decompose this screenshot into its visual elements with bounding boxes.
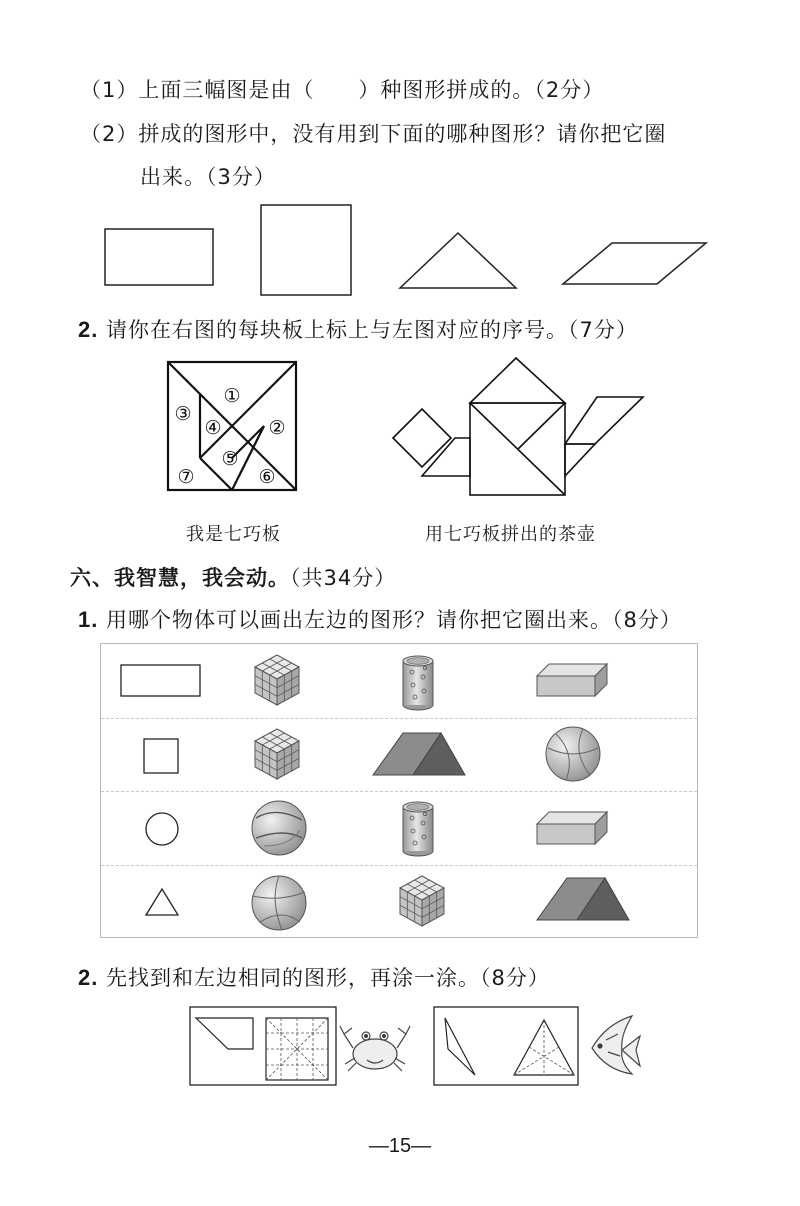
tangram-label-4: ④ [204,417,222,439]
tangram-caption: 我是七巧板 [186,524,281,545]
s6q1-number: 1. [78,607,99,632]
section6-score: （共34分） [290,566,397,590]
tangram-label-1: ① [223,385,241,407]
tangram-label-5: ⑤ [221,448,239,470]
coloring-box-1 [190,1007,336,1085]
rubik-cube-image[interactable] [255,655,299,705]
option-triangle[interactable] [400,233,516,288]
triangle-grid-shape[interactable] [514,1020,574,1075]
triangular-prism-image[interactable] [373,733,465,775]
tangram-label-7: ⑦ [177,466,195,488]
option-square[interactable] [261,205,351,295]
fish-image [592,1016,640,1074]
s6q2-text: 先找到和左边相同的图形，再涂一涂。（8分） [106,966,550,990]
rubik-cube-image[interactable] [255,729,299,779]
q2-number: 2. [78,317,99,342]
s6q2-number: 2. [78,965,99,990]
q1-sub1: （1）上面三幅图是由（ ）种图形拼成的。（2分） [80,78,605,102]
rubik-cube-image[interactable] [400,876,444,926]
s6q1-text: 用哪个物体可以画出左边的图形？请你把它圈出来。（8分） [106,608,682,632]
q1-sub2-line2: 出来。（3分） [140,165,276,189]
shape-square [144,739,178,773]
section6-title: 六、我智慧，我会动。 [70,566,290,590]
tangram-label-6: ⑥ [258,466,276,488]
cuboid-box-image[interactable] [537,812,607,844]
q1-sub2-line1: （2）拼成的图形中，没有用到下面的哪种图形？请你把它圈 [80,122,667,146]
trapezoid-shape[interactable] [196,1018,253,1049]
option-parallelogram[interactable] [563,243,706,284]
cylinder-can-image[interactable] [403,656,433,710]
shape-circle [146,813,178,845]
page-number: —15— [368,1135,432,1157]
basketball-image[interactable] [546,727,600,781]
shape-triangle [146,889,178,915]
volleyball-image[interactable] [252,876,306,930]
ball-image[interactable] [252,801,306,855]
right-triangle-shape[interactable] [445,1018,475,1075]
tangram-teapot [393,358,643,495]
coloring-box-2 [434,1007,578,1085]
tangram-label-3: ③ [174,403,192,425]
square-grid-shape[interactable] [266,1018,328,1080]
cuboid-box-image[interactable] [537,664,607,696]
cylinder-can-image[interactable] [403,802,433,856]
tangram-label-2: ② [268,417,286,439]
triangular-prism-image[interactable] [537,878,629,920]
teapot-caption: 用七巧板拼出的茶壶 [425,524,596,545]
crab-image [340,1026,410,1071]
option-rectangle[interactable] [105,229,213,285]
shape-rectangle [121,665,200,696]
q2-text: 请你在右图的每块板上标上与左图对应的序号。（7分） [106,318,638,342]
